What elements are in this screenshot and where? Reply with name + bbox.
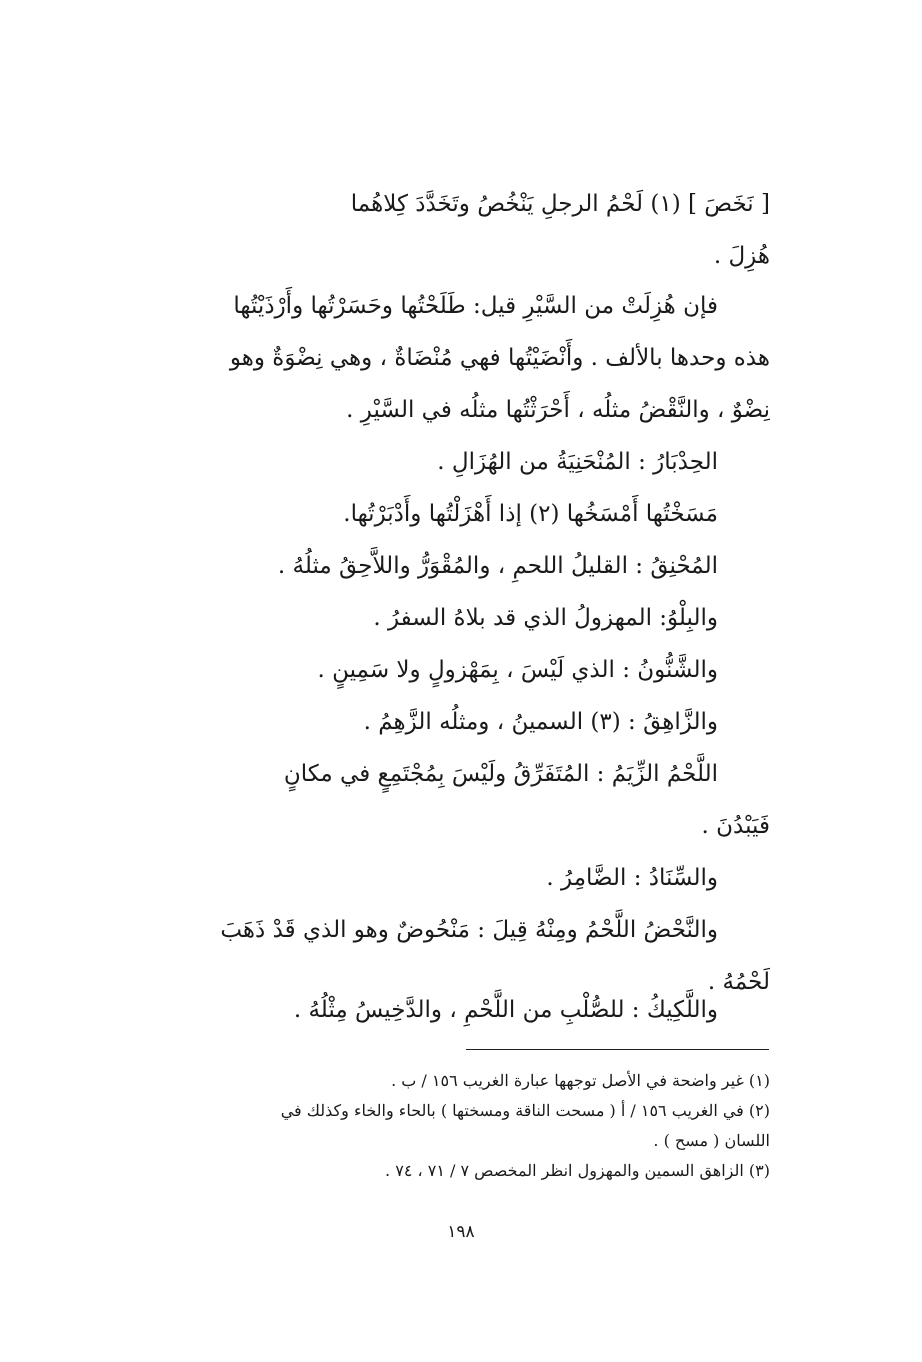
text-line: فإن هُزِلَتْ من السَّيْرِ قيل: طَلَحْتُها وحَسَرْتُها وأَرْذَيْتُها [233,293,718,319]
text-line: مَسَخْتُها أَمْسَخُها (٢) إذا أَهْزَلْتُها وأَدْبَرْتُها. [343,501,718,527]
text-line: والزَّاهِقُ : (٣) السمينُ ، ومثلُه الزَّهِمُ . [363,709,718,735]
page-number: ١٩٨ [447,1222,475,1242]
text-line: نِضْوٌ ، والنَّقْضُ مثلُه ، أَحْرَثْتُها مثلُه في السَّيْرِ . [346,397,770,423]
footnote: (٣) الزاهق السمين والمهزول انظر المخصص ٧ / ٧١ ، ٧٤ . [385,1161,770,1180]
footnote: (٢) في الغريب ١٥٦ / أ ( مسحت الناقة ومسختها ) بالحاء والخاء وكذلك في [280,1101,770,1120]
text-line: الحِدْبَارُ : المُنْحَنِيَةُ من الهُزَالِ . [437,449,718,475]
text-line: هُزِلَ . [713,243,770,269]
text-line: والبِلْوُ: المهزولُ الذي قد بلاهُ السفرُ . [373,605,718,631]
paragraph-nakhas [150,178,770,282]
text-line: هذه وحدها بالألف . وأَنْضَيْتُها فهي مُنْضَاةٌ ، وهي نِضْوَةٌ وهو [229,345,770,371]
text-line: [ نَخَصَ ] (١) لَحْمُ الرجلِ يَنْخُصُ وتَخَدَّدَ كِلاهُما [350,191,770,217]
text-line: والنَّحْضُ اللَّحْمُ ومِنْهُ قِيلَ : مَنْحُوضٌ وهو الذي قَدْ ذَهَبَ [220,917,718,943]
text-line: فَيَبْدُنَ . [701,813,770,839]
text-line: لَحْمُهُ . [707,969,770,995]
footnote-continuation: اللسان ( مسح ) . [653,1131,770,1150]
paragraph-huzilat [150,280,770,436]
paragraph-lakik [150,984,770,1036]
text-line: والشَّنُّونُ : الذي لَيْسَ ، بِمَهْزولٍ ولا سَمِينٍ . [317,657,718,683]
footnotes [160,1066,770,1186]
text-line: والسِّنَادُ : الضَّامِرُ . [546,865,718,891]
text-line: اللَّحْمُ الزِّيَمُ : المُتَفَرِّقُ ولَيْسَ بِمُجْتَمِعٍ في مكانٍ [283,761,718,787]
footnote-separator [466,1049,769,1050]
footnote: (١) غير واضحة في الأصل توجهها عبارة الغريب ١٥٦ / ب . [391,1071,770,1090]
paragraph-definitions [150,436,770,852]
text-line: واللَّكِيكُ : للصُّلْبِ من اللَّحْمِ ، والدَّخِيسُ مِثْلُهُ . [293,997,718,1023]
text-line: المُحْنِقُ : القليلُ اللحمِ ، والمُقْوَرُّ واللاَّحِقُ مثلُهُ . [277,553,718,579]
